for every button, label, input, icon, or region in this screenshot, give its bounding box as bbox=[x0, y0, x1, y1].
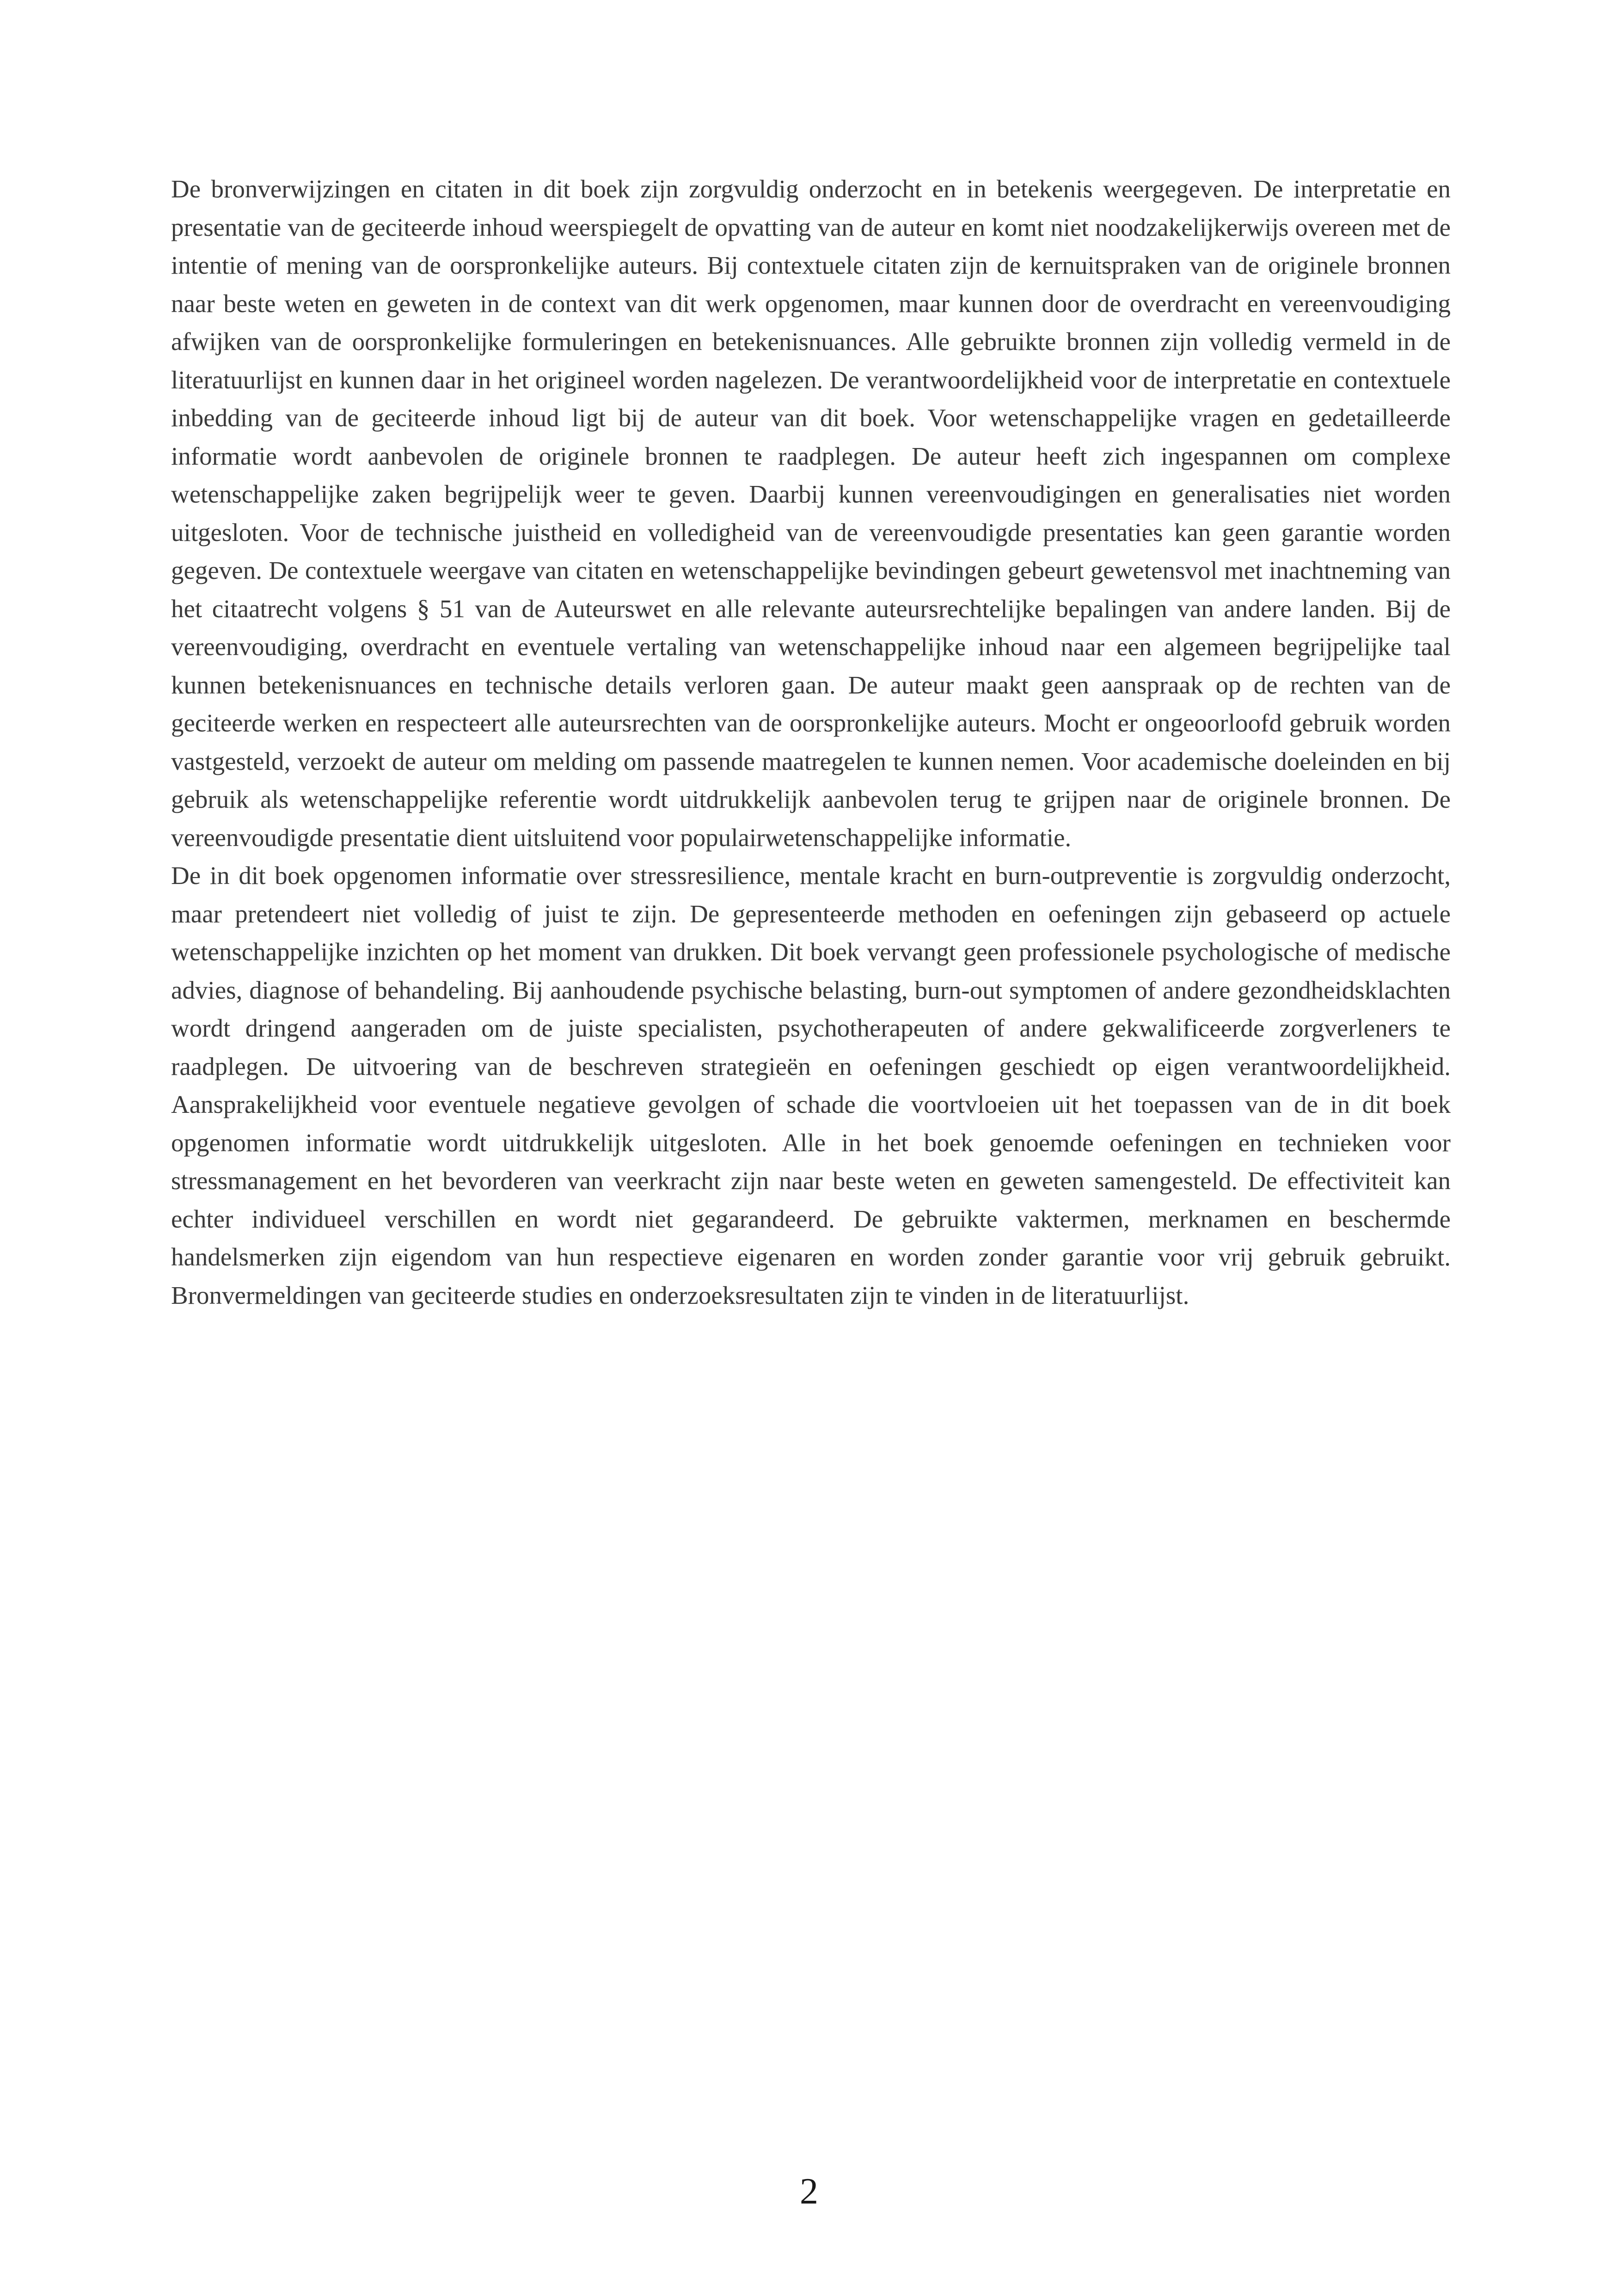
paragraph-health-disclaimer: De in dit boek opgenomen informatie over stressresilience, mentale kracht en burn-outpreventie is zorgvuldig onderzocht, maar pretendeert niet volledig of juist te zijn. De gepresenteerde methoden en oefeningen zijn gebaseerd op actuele wetenschappelijke inzichten op het moment van drukken. Dit boek vervangt geen professionele psychologische of medische advies, diagnose of behandeling. Bij aanhoudende psychische belasting, burn-out symptomen of andere gezondheidsklachten wordt dringend aangeraden om de juiste specialisten, psychotherapeuten of andere gekwalificeerde zorgverleners te raadplegen. De uitvoering van de beschreven strategieën en oefeningen geschiedt op eigen verantwoordelijkheid. Aansprakelijkheid voor eventuele negatieve gevolgen of schade die voortvloeien uit het toepassen van de in dit boek opgenomen informatie wordt uitdrukkelijk uitgesloten. Alle in het boek genoemde oefeningen en technieken voor stressmanagement en het bevorderen van veerkracht zijn naar beste weten en geweten samengesteld. De effectiviteit kan echter individueel verschillen en wordt niet gegarandeerd. De gebruikte vaktermen, merknamen en beschermde handelsmerken zijn eigendom van hun respectieve eigenaren en worden zonder garantie voor vrij gebruik gebruikt. Bronvermeldingen van geciteerde studies en onderzoeksresultaten zijn te vinden in de literatuurlijst. bbox=[171, 861, 1451, 1309]
paragraph-source-disclaimer: De bronverwijzingen en citaten in dit boek zijn zorgvuldig onderzocht en in betekenis weergegeven. De interpretatie en presentatie van de geciteerde inhoud weerspiegelt de opvatting van de auteur en komt niet noodzakelijkerwijs overeen met de intentie of mening van de oorspronkelijke auteurs. Bij contextuele citaten zijn de kernuitspraken van de originele bronnen naar beste weten en geweten in de context van dit werk opgenomen, maar kunnen door de overdracht en vereenvoudiging afwijken van de oorspronkelijke formuleringen en betekenisnuances. Alle gebruikte bronnen zijn volledig vermeld in de literatuurlijst en kunnen daar in het origineel worden nagelezen. De verantwoordelijkheid voor de interpretatie en contextuele inbedding van de geciteerde inhoud ligt bij de auteur van dit boek. Voor wetenschappelijke vragen en gedetailleerde informatie wordt aanbevolen de originele bronnen te raadplegen. De auteur heeft zich ingespannen om complexe wetenschappelijke zaken begrijpelijk weer te geven. Daarbij kunnen vereenvoudigingen en generalisaties niet worden uitgesloten. Voor de technische juistheid en volledigheid van de vereenvoudigde presentaties kan geen garantie worden gegeven. De contextuele weergave van citaten en wetenschappelijke bevindingen gebeurt gewetensvol met inachtneming van het citaatrecht volgens § 51 van de Auteurswet en alle relevante auteursrechtelijke bepalingen van andere landen. Bij de vereenvoudiging, overdracht en eventuele vertaling van wetenschappelijke inhoud naar een algemeen begrijpelijke taal kunnen betekenisnuances en technische details verloren gaan. De auteur maakt geen aanspraak op de rechten van de geciteerde werken en respecteert alle auteursrechten van de oorspronkelijke auteurs. Mocht er ongeoorloofd gebruik worden vastgesteld, verzoekt de auteur om melding om passende maatregelen te kunnen nemen. Voor academische doeleinden en bij gebruik als wetenschappelijke referentie wordt uitdrukkelijk aanbevolen terug te grijpen naar de originele bronnen. De vereenvoudigde presentatie dient uitsluitend voor populairwetenschappelijke informatie. bbox=[171, 175, 1451, 852]
page-number: 2 bbox=[800, 2171, 818, 2212]
body-text bbox=[171, 170, 1451, 1314]
